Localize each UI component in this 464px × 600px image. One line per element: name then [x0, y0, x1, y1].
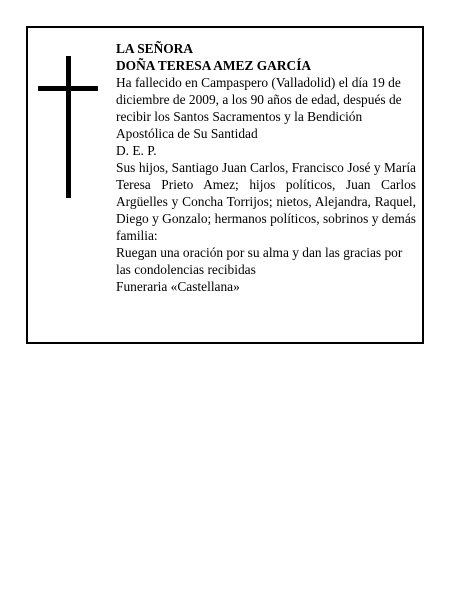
- cross-horizontal-bar: [38, 86, 98, 91]
- death-announcement: Ha fallecido en Campaspero (Valladolid) el día 19 de diciembre de 2009, a los 90 años de edad, después de recibir los Santos Sacramentos y la Bendición Apostólica de Su Santidad: [116, 75, 402, 141]
- notice-title-line-2: DOÑA TERESA AMEZ GARCÍA: [116, 58, 312, 73]
- cross-vertical-bar: [66, 56, 71, 198]
- funeral-home: Funeraria «Castellana»: [116, 279, 240, 294]
- rest-in-peace-line: D. E. P.: [116, 143, 157, 158]
- prayer-request: Ruegan una oración por su alma y dan las gracias por las condolencias recibidas: [116, 245, 403, 277]
- notice-text: [116, 40, 416, 295]
- family-members: Sus hijos, Santiago Juan Carlos, Francisco José y María Teresa Prieto Amez; hijos políticos, Juan Carlos Argüelles y Concha Torrijos; nietos, Alejandra, Raquel, Diego y Gonzalo; hermanos políticos, sobrinos y demás familia:: [116, 160, 416, 243]
- cross-icon: [38, 56, 98, 198]
- obituary-notice: [26, 26, 424, 344]
- notice-title-line-1: LA SEÑORA: [116, 41, 194, 56]
